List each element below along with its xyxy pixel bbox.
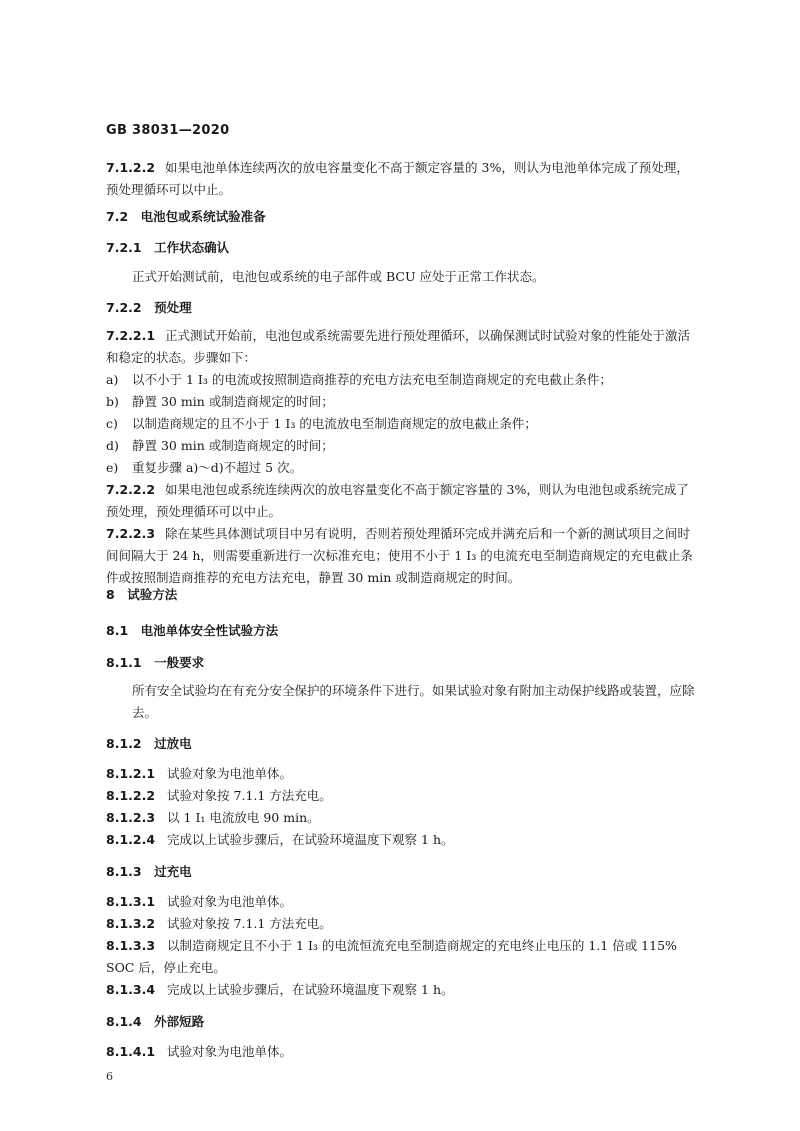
clause-text: 试验对象为电池单体。 <box>167 766 293 781</box>
clause-number: 7.2.2.2 <box>106 482 156 497</box>
clause-8-1-2-2 <box>106 785 696 807</box>
clause-text: 试验对象按 7.1.1 方法充电。 <box>167 916 332 931</box>
clause-text: 如果电池单体连续两次的放电容量变化不高于额定容量的 3%，则认为电池单体完成了预处理，预处理循环可以中止。 <box>106 160 689 197</box>
clause-8-1-2-1 <box>106 763 696 785</box>
clause-8-1-3-3 <box>106 935 696 979</box>
clause-text: 试验对象为电池单体。 <box>167 1044 293 1059</box>
clause-text: 完成以上试验步骤后，在试验环境温度下观察 1 h。 <box>167 982 454 997</box>
step-c <box>106 413 696 435</box>
clause-8-1-3-2 <box>106 913 696 935</box>
step-a <box>106 369 696 391</box>
list-text: 静置 30 min 或制造商规定的时间； <box>132 394 334 409</box>
step-b <box>106 391 696 413</box>
clause-text: 除在某些具体测试项目中另有说明，否则若预处理循环完成并满充后和一个新的测试项目之间时间间隔大于 24 h，则需要重新进行一次标准充电；使用不小于 1 I₃ 的电流充电至制造商规定的充电截止条件或按照制造商推荐的充电方法充电，静置 30 min 或制造商规定的时间。 <box>106 526 693 585</box>
clause-number: 7.2.2.1 <box>106 328 156 343</box>
clause-8-1-3-4 <box>106 979 696 1001</box>
heading-7-2: 7.2 电池包或系统试验准备 <box>106 209 266 224</box>
clause-text: 试验对象按 7.1.1 方法充电。 <box>167 788 332 803</box>
heading-8-1-1: 8.1.1 一般要求 <box>106 655 205 670</box>
heading-8-1-4: 8.1.4 外部短路 <box>106 1014 205 1029</box>
standard-code-header: GB 38031—2020 <box>106 123 230 138</box>
paragraph-8-1-1: 所有安全试验均在有充分安全保护的环境条件下进行。如果试验对象有附加主动保护线路或装置，应除去。 <box>132 683 695 720</box>
clause-text: 以制造商规定且不小于 1 I₃ 的电流恒流充电至制造商规定的充电终止电压的 1.1 倍或 115% SOC 后，停止充电。 <box>106 938 677 975</box>
heading-7-2-1: 7.2.1 工作状态确认 <box>106 240 230 255</box>
clause-number: 8.1.2.1 <box>106 766 156 781</box>
list-letter: e) <box>106 460 119 475</box>
clause-number: 8.1.2.2 <box>106 788 156 803</box>
list-text: 以制造商规定的且不小于 1 I₃ 的电流放电至制造商规定的放电截止条件； <box>132 416 537 431</box>
step-d <box>106 435 696 457</box>
paragraph-7-2-1: 正式开始测试前，电池包或系统的电子部件或 BCU 应处于正常工作状态。 <box>132 269 545 284</box>
list-letter: b) <box>106 394 119 409</box>
clause-number: 8.1.3.3 <box>106 938 156 953</box>
clause-8-1-3-1 <box>106 891 696 913</box>
clause-7-1-2-2 <box>106 157 696 201</box>
clause-number: 8.1.3.4 <box>106 982 156 997</box>
clause-number: 8.1.3.2 <box>106 916 156 931</box>
list-text: 静置 30 min 或制造商规定的时间； <box>132 438 334 453</box>
list-text: 重复步骤 a)～d)不超过 5 次。 <box>132 460 303 475</box>
clause-number: 8.1.2.3 <box>106 810 156 825</box>
clause-text: 以 1 I₁ 电流放电 90 min。 <box>167 810 320 825</box>
step-e <box>106 457 696 479</box>
clause-8-1-2-4 <box>106 829 696 851</box>
list-text: 以不小于 1 I₃ 的电流或按照制造商推荐的充电方法充电至制造商规定的充电截止条件； <box>132 372 612 387</box>
heading-8-1-2: 8.1.2 过放电 <box>106 736 192 751</box>
list-letter: d) <box>106 438 119 453</box>
clause-7-2-2-3 <box>106 523 696 589</box>
clause-text: 完成以上试验步骤后，在试验环境温度下观察 1 h。 <box>167 832 454 847</box>
clause-number: 8.1.4.1 <box>106 1044 156 1059</box>
page-number: 6 <box>106 1070 113 1083</box>
heading-8-1-3: 8.1.3 过充电 <box>106 864 192 879</box>
clause-8-1-4-1 <box>106 1041 696 1063</box>
list-letter: a) <box>106 372 119 387</box>
clause-number: 8.1.3.1 <box>106 894 156 909</box>
clause-7-2-2-1 <box>106 325 696 369</box>
clause-8-1-2-3 <box>106 807 696 829</box>
clause-number: 7.1.2.2 <box>106 160 156 175</box>
heading-8-1: 8.1 电池单体安全性试验方法 <box>106 623 279 638</box>
clause-text: 正式测试开始前，电池包或系统需要先进行预处理循环，以确保测试时试验对象的性能处于激活和稳定的状态。步骤如下： <box>106 328 691 365</box>
heading-8: 8 试验方法 <box>106 587 178 602</box>
heading-7-2-2: 7.2.2 预处理 <box>106 300 192 315</box>
clause-number: 7.2.2.3 <box>106 526 156 541</box>
clause-number: 8.1.2.4 <box>106 832 156 847</box>
clause-text: 试验对象为电池单体。 <box>167 894 293 909</box>
list-letter: c) <box>106 416 118 431</box>
clause-text: 如果电池包或系统连续两次的放电容量变化不高于额定容量的 3%，则认为电池包或系统完成了预处理，预处理循环可以中止。 <box>106 482 689 519</box>
clause-7-2-2-2 <box>106 479 696 523</box>
